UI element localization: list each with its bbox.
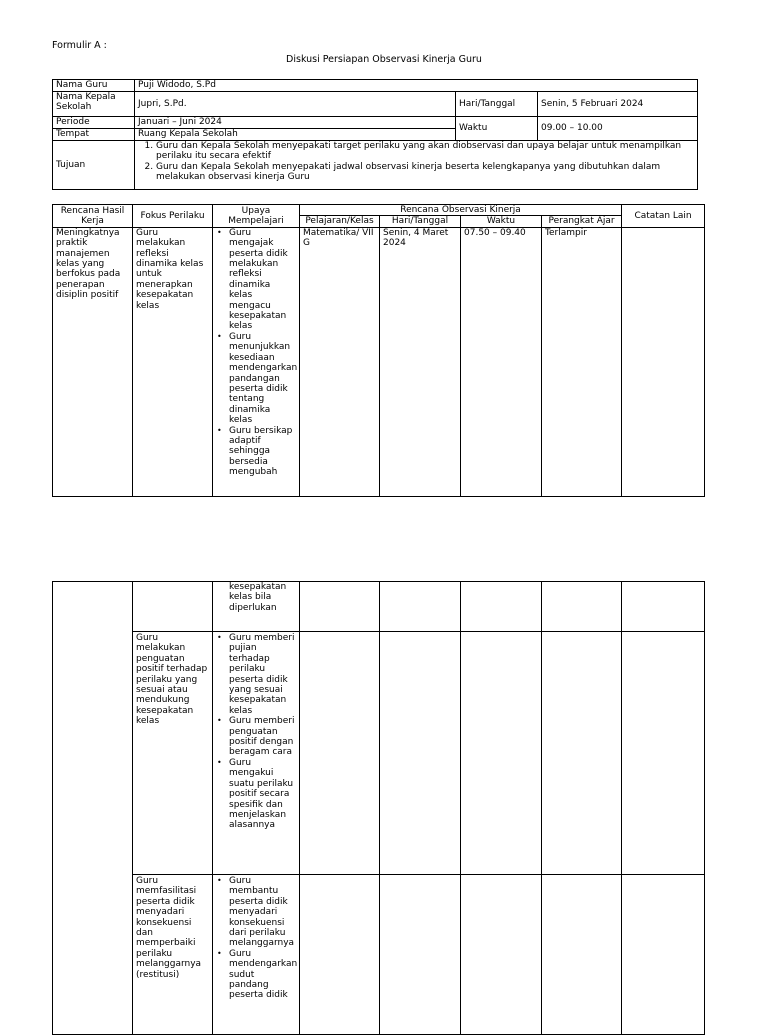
hari-value: Senin, 5 Februari 2024 (538, 92, 698, 117)
rencana-cell: Meningkatnya praktik manajemen kelas yang berfokus pada penerapan disiplin positif (53, 227, 133, 496)
tujuan-cell (135, 141, 698, 190)
upaya-list (216, 582, 296, 613)
tempat-label: Tempat (53, 129, 135, 141)
upaya-cell (213, 875, 300, 1035)
header-fokus: Fokus Perilaku (133, 205, 213, 228)
waktu-cell (461, 632, 542, 875)
hari-cell: Senin, 4 Maret 2024 (380, 227, 461, 496)
fokus-cell (133, 582, 213, 632)
upaya-item: • Guru mendengarkan sudut pandang peserta didik (229, 949, 296, 1001)
kepala-label: Nama Kepala Sekolah (53, 92, 135, 117)
pelajaran-cell (300, 582, 380, 632)
hari-cell (380, 875, 461, 1035)
waktu-cell: 07.50 – 09.40 (461, 227, 542, 496)
catatan-cell (622, 227, 705, 496)
hari-cell (380, 582, 461, 632)
header-upaya: Upaya Mempelajari (213, 205, 300, 228)
upaya-item-continued: kesepakatan kelas bila diperlukan (229, 582, 287, 613)
document-title: Diskusi Persiapan Observasi Kinerja Guru (286, 54, 482, 65)
header-hari: Hari/Tanggal (380, 216, 461, 227)
plan-table-continued (52, 581, 705, 1035)
upaya-list (216, 876, 296, 1001)
perangkat-cell: Terlampir (542, 227, 622, 496)
waktu-cell (461, 875, 542, 1035)
pelajaran-cell (300, 875, 380, 1035)
tujuan-item: 2. Guru dan Kepala Sekolah menyepakati jadwal observasi kinerja beserta kelengkapanya yang dibutuhkan dalam melakukan observasi kinerja Guru (156, 162, 694, 183)
info-table (52, 79, 698, 190)
waktu-value: 09.00 – 10.00 (538, 117, 698, 141)
perangkat-cell (542, 875, 622, 1035)
upaya-item: • Guru memberi pujian terhadap perilaku peserta didik yang sesuai kesepakatan kelas (229, 633, 296, 716)
header-pelajaran: Pelajaran/Kelas (300, 216, 380, 227)
plan-table (52, 204, 705, 497)
header-rencana: Rencana Hasil Kerja (53, 205, 133, 228)
waktu-cell (461, 582, 542, 632)
fokus-cell: Guru memfasilitasi peserta didik menyadari konsekuensi dan memperbaiki perilaku melanggarnya (restitusi) (133, 875, 213, 1035)
upaya-item: • Guru menunjukkan kesediaan mendengarkan pandangan peserta didik tentang dinamika kelas (229, 332, 296, 426)
header-observasi: Rencana Observasi Kinerja (300, 205, 622, 216)
catatan-cell (622, 582, 705, 632)
upaya-item: • Guru mengajak peserta didik melakukan refleksi dinamika kelas mengacu kesepakatan kelas (229, 228, 296, 332)
hari-cell (380, 632, 461, 875)
tempat-value: Ruang Kepala Sekolah (135, 129, 456, 141)
hari-label: Hari/Tanggal (456, 92, 538, 117)
periode-label: Periode (53, 117, 135, 129)
upaya-item: • Guru membantu peserta didik menyadari konsekuensi dari perilaku melanggarnya (229, 876, 296, 949)
upaya-item: • Guru mengakui suatu perilaku positif secara spesifik dan menjelaskan alasannya (229, 758, 296, 831)
upaya-cell (213, 632, 300, 875)
form-label: Formulir A : (52, 40, 107, 51)
periode-value: Januari – Juni 2024 (135, 117, 456, 129)
nama-guru-label: Nama Guru (53, 80, 135, 92)
upaya-item: • Guru bersikap adaptif sehingga bersedia mengubah (229, 426, 296, 478)
fokus-cell: Guru melakukan penguatan positif terhadap perilaku yang sesuai atau mendukung kesepakatan kelas (133, 632, 213, 875)
perangkat-cell (542, 582, 622, 632)
pelajaran-cell: Matematika/ VII G (300, 227, 380, 496)
waktu-label: Waktu (456, 117, 538, 141)
header-waktu: Waktu (461, 216, 542, 227)
tujuan-list (138, 141, 694, 183)
nama-guru-value: Puji Widodo, S.Pd (135, 80, 698, 92)
rencana-cell-continued (53, 582, 133, 1035)
fokus-cell: Guru melakukan refleksi dinamika kelas untuk menerapkan kesepakatan kelas (133, 227, 213, 496)
upaya-list (216, 228, 296, 478)
header-catatan: Catatan Lain (622, 205, 705, 228)
tujuan-label: Tujuan (53, 141, 135, 190)
upaya-list (216, 633, 296, 831)
pelajaran-cell (300, 632, 380, 875)
perangkat-cell (542, 632, 622, 875)
kepala-value: Jupri, S.Pd. (135, 92, 456, 117)
tujuan-item: 1. Guru dan Kepala Sekolah menyepakati target perilaku yang akan diobservasi dan upaya belajar untuk menampilkan perilaku itu secara efektif (156, 141, 694, 162)
catatan-cell (622, 632, 705, 875)
header-perangkat: Perangkat Ajar (542, 216, 622, 227)
upaya-cell (213, 227, 300, 496)
catatan-cell (622, 875, 705, 1035)
upaya-cell (213, 582, 300, 632)
upaya-item: • Guru memberi penguatan positif dengan beragam cara (229, 716, 296, 758)
